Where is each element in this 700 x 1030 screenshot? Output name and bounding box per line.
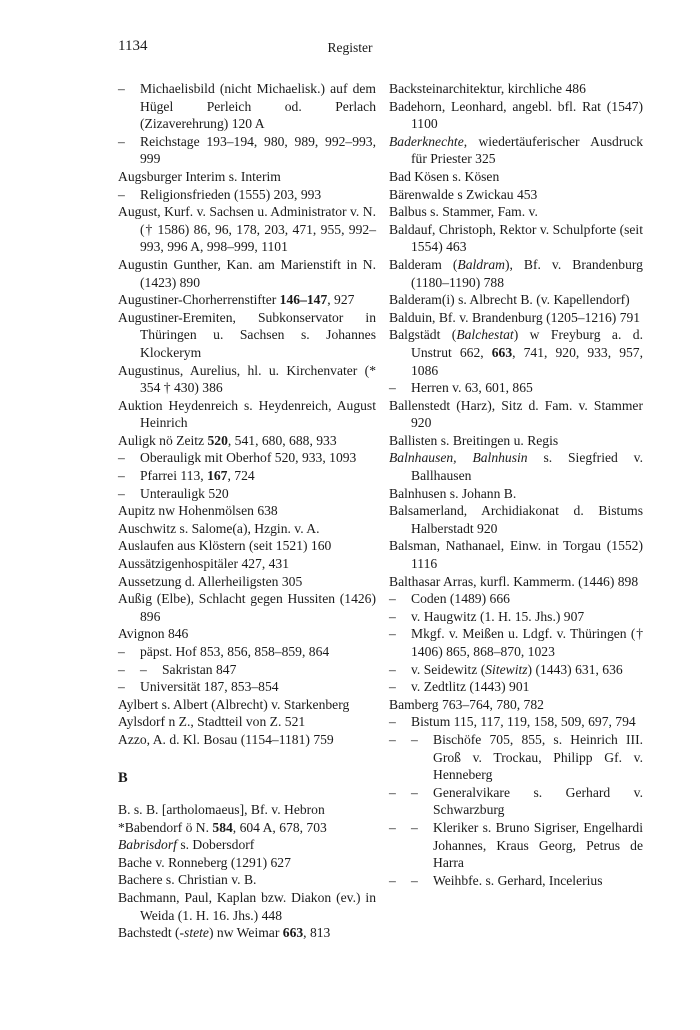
entry-text: päpst. Hof 853, 856, 858–859, 864 — [140, 644, 330, 659]
entry-text: Balthasar Arras, kurfl. Kammerm. (1446) 898 — [389, 573, 639, 589]
entry-text: Aylsdorf n Z., Stadtteil von Z. 521 — [118, 714, 306, 730]
entry-text: 520 — [207, 432, 228, 448]
entry-text: v. Seidewitz ( — [411, 661, 486, 677]
index-entry — [118, 467, 376, 485]
index-entry — [389, 625, 643, 660]
entry-text: Augustinus, Aurelius, hl. u. Kirchenvater (* 354 † 430) 386 — [118, 362, 376, 396]
entry-text: Avignon 846 — [118, 626, 189, 642]
index-entry — [389, 608, 643, 626]
index-entry — [389, 537, 643, 572]
entry-text: Coden (1489) 666 — [411, 591, 510, 607]
entry-text: Backsteinarchitektur, kirchliche 486 — [389, 81, 586, 96]
entry-text: ) w Freyburg a. d. Unstrut 662, — [411, 327, 643, 360]
entry-text: , 724 — [227, 468, 255, 484]
entry-text: Auligk nö Zeitz — [118, 432, 208, 448]
index-entry — [118, 590, 376, 625]
index-entry — [118, 520, 376, 538]
entry-text: Außig (Elbe), Schlacht gegen Hussiten (1426) 896 — [118, 591, 376, 624]
entry-text: Bachstedt ( — [118, 925, 180, 941]
entry-text: Auslaufen aus Klöstern (seit 1521) 160 — [118, 538, 332, 554]
index-entry — [118, 168, 376, 186]
index-entry — [389, 713, 643, 731]
index-entry — [118, 256, 376, 291]
index-entry — [389, 819, 643, 872]
sub-entry-dashes: – – — [389, 731, 418, 747]
entry-text: -stete — [179, 925, 209, 941]
entry-text: Bad Kösen s. Kösen — [389, 168, 500, 184]
index-entry — [389, 397, 643, 432]
entry-text: 146–147 — [279, 292, 328, 308]
entry-text: Generalvikare s. Gerhard v. Schwarzburg — [433, 784, 643, 818]
index-entry — [118, 537, 376, 555]
entry-text: 584 — [212, 819, 233, 835]
entry-text: , 813 — [303, 925, 331, 941]
entry-text: B. s. B. [artholomaeus], Bf. v. Hebron — [118, 802, 325, 818]
page-number: 1134 — [118, 38, 148, 54]
entry-text: , 741, 920, 933, 957, 1086 — [411, 344, 643, 378]
index-entry — [118, 291, 376, 309]
entry-text: Balsamerland, Archidiakonat d. Bistums Halberstadt 920 — [389, 503, 643, 536]
index-entry — [118, 696, 376, 714]
index-entry — [118, 133, 376, 168]
index-entry — [389, 449, 643, 484]
entry-text: Baldram — [457, 256, 505, 272]
index-entry — [118, 449, 376, 467]
index-entry — [389, 98, 643, 133]
entry-text: s. Siegfried v. Ballhausen — [411, 450, 643, 484]
index-entry — [118, 573, 376, 591]
entry-text: Babrisdorf — [118, 837, 177, 853]
entry-text: Aylbert s. Albert (Albrecht) v. Starkenberg — [118, 696, 350, 712]
entry-text: Balsman, Nathanael, Einw. in Torgau (1552) 1116 — [389, 538, 643, 572]
index-entry — [389, 590, 643, 608]
entry-text: Azzo, A. d. Kl. Bosau (1154–1181) 759 — [118, 731, 334, 747]
entry-text: ), Bf. v. Brandenburg (1180–1190) 788 — [411, 256, 643, 290]
sub-entry-dashes: – – — [118, 661, 147, 677]
sub-entry-dashes: – – — [389, 819, 418, 835]
entry-text: Balduin, Bf. v. Brandenburg (1205–1216) 791 — [389, 309, 641, 325]
entry-text: Mkgf. v. Meißen u. Ldgf. v. Thüringen († 1406) 865, 868–870, 1023 — [411, 626, 643, 659]
entry-text: August, Kurf. v. Sachsen u. Administrator v. N. († 1586) 86, 96, 178, 203, 471, 955, 992–993, 996 A, 998–999, 1101 — [118, 204, 376, 255]
entry-text: 663 — [491, 344, 513, 360]
entry-text: Bistum 115, 117, 119, 158, 509, 697, 794 — [411, 714, 636, 730]
index-entry — [118, 713, 376, 731]
sub-entry-dash: – — [389, 591, 396, 607]
entry-text: Balnhusen s. Johann B. — [389, 485, 517, 501]
index-entry — [389, 203, 643, 221]
index-entry — [118, 643, 376, 661]
index-entry — [118, 836, 376, 854]
sub-entry-dash: – — [118, 81, 125, 96]
entry-text: ) (1443) 631, 636 — [527, 661, 623, 677]
entry-text: B — [118, 769, 128, 786]
index-entry — [389, 221, 643, 256]
entry-text: Sakristan 847 — [162, 661, 237, 677]
entry-text: Balderam ( — [389, 256, 458, 272]
running-head: Register — [327, 40, 373, 55]
entry-text: , 927 — [327, 292, 355, 308]
index-entry — [118, 871, 376, 889]
entry-text: Reichstage 193–194, 980, 989, 992–993, 999 — [140, 133, 376, 167]
index-entry — [118, 819, 376, 837]
entry-text: Universität 187, 853–854 — [140, 679, 279, 695]
index-entry — [118, 80, 376, 133]
index-entry — [389, 291, 643, 309]
index-entry — [389, 784, 643, 819]
index-entry — [118, 555, 376, 573]
index-entry — [118, 678, 376, 696]
entry-text: 167 — [207, 468, 228, 484]
index-entry — [389, 133, 643, 168]
index-entry — [389, 872, 643, 890]
index-entry — [118, 801, 376, 819]
index-entry — [118, 485, 376, 503]
entry-text: ) nw Weimar — [208, 925, 283, 941]
entry-text: Religionsfrieden (1555) 203, 993 — [140, 186, 322, 202]
index-entry — [118, 731, 376, 749]
entry-text: Bamberg 763–764, 780, 782 — [389, 696, 544, 712]
index-entry — [389, 186, 643, 204]
index-entry — [389, 326, 643, 379]
entry-text: *Babendorf ö N. — [118, 819, 213, 835]
sub-entry-dash: – — [389, 380, 396, 396]
sub-entry-dash: – — [118, 679, 125, 695]
right-column — [389, 80, 643, 889]
entry-text: Aussätzigenhospitäler 427, 431 — [118, 556, 290, 572]
index-entry — [118, 186, 376, 204]
entry-text: Augustiner-Eremiten, Subkonservator in Thüringen u. Sachsen s. Johannes Klockerym — [118, 309, 376, 360]
index-entry — [389, 661, 643, 679]
index-entry — [389, 502, 643, 537]
entry-text: Balderam(i) s. Albrecht B. (v. Kapellendorf) — [389, 292, 630, 308]
entry-text: Balbus s. Stammer, Fam. v. — [389, 204, 538, 220]
entry-text: Sitewitz — [485, 661, 528, 677]
sub-entry-dash: – — [389, 661, 396, 677]
entry-text: v. Haugwitz (1. H. 15. Jhs.) 907 — [411, 608, 585, 624]
index-entry — [118, 661, 376, 679]
sub-entry-dash: – — [118, 644, 125, 659]
index-entry — [118, 309, 376, 362]
entry-text: Michaelisbild (nicht Michaelisk.) auf dem Hügel Perleich od. Perlach (Zizaverehrung) 120 A — [140, 81, 376, 132]
index-entry — [389, 432, 643, 450]
entry-text: Kleriker s. Bruno Sigriser, Engelhardi Johannes, Kraus Georg, Petrus de Harra — [433, 819, 643, 871]
entry-text: Weihbfe. s. Gerhard, Incelerius — [433, 872, 603, 888]
entry-text: Pfarrei 113, — [140, 468, 208, 484]
sub-entry-dashes: – – — [389, 784, 418, 800]
index-entry — [389, 309, 643, 327]
index-entry — [389, 485, 643, 503]
section-letter — [118, 769, 376, 787]
index-entry — [118, 924, 376, 942]
entry-text: Badehorn, Leonhard, angebl. bfl. Rat (1547) 1100 — [389, 98, 643, 132]
entry-text: Aupitz nw Hohenmölsen 638 — [118, 503, 278, 519]
index-entry — [118, 362, 376, 397]
entry-text: , 604 A, 678, 703 — [232, 819, 327, 835]
entry-text: Unterauligk 520 — [140, 485, 229, 501]
index-entry — [389, 80, 643, 98]
entry-text: , wiedertäuferischer Ausdruck für Priester 325 — [411, 133, 643, 167]
index-entry — [118, 854, 376, 872]
entry-text: Augustin Gunther, Kan. am Marienstift in N. (1423) 890 — [118, 256, 376, 290]
entry-text: Ballisten s. Breitingen u. Regis — [389, 432, 559, 448]
index-entry — [118, 397, 376, 432]
sub-entry-dashes: – – — [389, 872, 418, 888]
entry-text: Bärenwalde s Zwickau 453 — [389, 186, 538, 202]
sub-entry-dash: – — [118, 450, 125, 466]
index-entry — [389, 168, 643, 186]
entry-text: Augustiner-Chorherrenstifter — [118, 292, 280, 308]
entry-text: 663 — [282, 925, 304, 941]
entry-text: , 541, 680, 688, 933 — [227, 432, 337, 448]
index-entry — [389, 678, 643, 696]
entry-text: Balnhausen, Balnhusin — [389, 450, 528, 466]
entry-text: Bachere s. Christian v. B. — [118, 872, 257, 888]
sub-entry-dash: – — [389, 714, 396, 730]
sub-entry-dash: – — [118, 485, 125, 501]
index-entry — [118, 889, 376, 924]
sub-entry-dash: – — [118, 133, 125, 149]
index-entry — [118, 502, 376, 520]
entry-text: Auktion Heydenreich s. Heydenreich, August Heinrich — [118, 397, 376, 431]
index-entry — [118, 625, 376, 643]
entry-text: Bache v. Ronneberg (1291) 627 — [118, 854, 291, 870]
entry-text: s. Dobersdorf — [176, 837, 255, 853]
entry-text: Bischöfe 705, 855, s. Heinrich III. Groß v. Trockau, Philipp Gf. v. Henneberg — [433, 731, 643, 783]
entry-text: Ballenstedt (Harz), Sitz d. Fam. v. Stammer 920 — [389, 397, 643, 431]
index-entry — [389, 379, 643, 397]
index-entry — [389, 573, 643, 591]
index-entry — [389, 731, 643, 784]
left-column — [118, 80, 376, 942]
index-entry — [389, 256, 643, 291]
entry-text: Herren v. 63, 601, 865 — [411, 380, 533, 396]
index-entry — [389, 696, 643, 714]
entry-text: Auschwitz s. Salome(a), Hzgin. v. A. — [118, 520, 320, 536]
entry-text: Baldauf, Christoph, Rektor v. Schulpforte (seit 1554) 463 — [389, 221, 643, 255]
sub-entry-dash: – — [389, 679, 396, 695]
entry-text: Oberauligk mit Oberhof 520, 933, 1093 — [140, 450, 357, 466]
entry-text: Baderknechte — [389, 133, 464, 149]
entry-text: Balgstädt ( — [389, 327, 457, 343]
sub-entry-dash: – — [389, 626, 396, 642]
sub-entry-dash: – — [389, 608, 396, 624]
index-entry — [118, 203, 376, 256]
sub-entry-dash: – — [118, 186, 125, 202]
entry-text: Augsburger Interim s. Interim — [118, 168, 281, 184]
entry-text: v. Zedtlitz (1443) 901 — [411, 679, 530, 695]
sub-entry-dash: – — [118, 468, 125, 484]
entry-text: Balchestat — [456, 327, 514, 343]
entry-text: Bachmann, Paul, Kaplan bzw. Diakon (ev.) in Weida (1. H. 16. Jhs.) 448 — [118, 890, 376, 923]
entry-text: Aussetzung d. Allerheiligsten 305 — [118, 573, 303, 589]
index-entry — [118, 432, 376, 450]
